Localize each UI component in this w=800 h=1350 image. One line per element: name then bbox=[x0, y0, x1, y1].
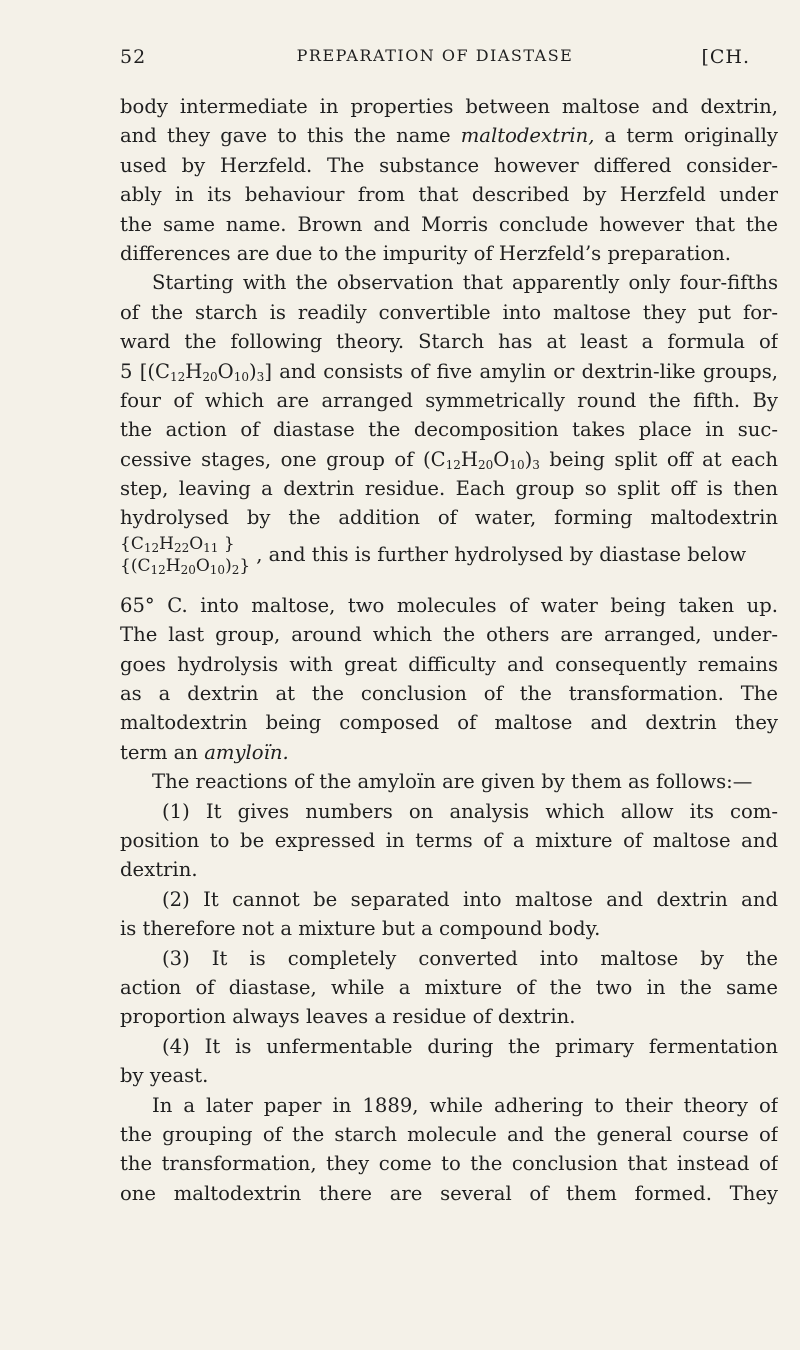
list-item-2: (2) It cannot be separated into maltose and dextrin and bbox=[162, 887, 778, 911]
text-line: ably in its behaviour from that described by Herzfeld under bbox=[120, 183, 778, 207]
text-line: ward the following theory. Starch has at least a formula of bbox=[120, 330, 778, 354]
text-line: Starting with the observation that apparently only four-fifths bbox=[152, 271, 778, 295]
body-text bbox=[120, 92, 778, 1208]
text-line: used by Herzfeld. The substance however differed consider- bbox=[120, 153, 778, 177]
text-line: maltodextrin being composed of maltose and dextrin they bbox=[120, 711, 778, 735]
text-line: and they gave to this the name maltodextrin, a term originally bbox=[120, 124, 778, 148]
text-line: the action of diastase the decomposition takes place in suc- bbox=[120, 418, 778, 442]
running-head bbox=[120, 46, 750, 76]
text-line: position to be expressed in terms of a mixture of maltose and bbox=[120, 828, 778, 852]
text-line: 5 $[(C_{12}H_{20}O_{10})_3]$ and consists of five amylin or dextrin-like groups, bbox=[120, 359, 778, 384]
text-line: goes hydrolysis with great difficulty and consequently remains bbox=[120, 652, 778, 676]
text-line: dextrin. bbox=[120, 858, 198, 882]
text-line: by yeast. bbox=[120, 1064, 209, 1088]
text-line: body intermediate in properties between maltose and dextrin, bbox=[120, 95, 778, 118]
text-line: The last group, around which the others are arranged, under- bbox=[120, 623, 778, 647]
text-line: four of which are arranged symmetrically round the fifth. By bbox=[120, 388, 778, 412]
list-item-3: (3) It is completely converted into maltose by the bbox=[162, 946, 778, 970]
text-line: cessive stages, one group of $(C_{12}H_{20}O_{10})_3$ being split off at each bbox=[120, 447, 778, 472]
term-maltodextrin: maltodextrin, bbox=[460, 124, 595, 148]
text-line: the transformation, they come to the conclusion that instead of bbox=[120, 1152, 778, 1176]
list-item-1: (1) It gives numbers on analysis which allow its com- bbox=[162, 799, 778, 823]
text-line: is therefore not a mixture but a compound body. bbox=[120, 917, 601, 941]
running-title: PREPARATION OF DIASTASE bbox=[296, 46, 574, 65]
text-line: differences are due to the impurity of Herzfeld’s preparation. bbox=[120, 241, 732, 265]
term-amyloin: amyloïn. bbox=[204, 740, 289, 764]
list-item-4: (4) It is unfermentable during the primary fermentation bbox=[162, 1034, 778, 1058]
formula-text: , and this is further hydrolysed by diastase below bbox=[256, 543, 747, 567]
page-number: 52 bbox=[120, 46, 147, 68]
text-line: In a later paper in 1889, while adhering to their theory of bbox=[152, 1093, 778, 1117]
text-line: hydrolysed by the addition of water, forming maltodextrin bbox=[120, 506, 778, 530]
chapter-marker: [CH. bbox=[701, 46, 750, 68]
text-line: the same name. Brown and Morris conclude however that the bbox=[120, 212, 778, 236]
text-line: the grouping of the starch molecule and the general course of bbox=[120, 1122, 778, 1146]
text-line: action of diastase, while a mixture of the two in the same bbox=[120, 975, 778, 999]
formula-brace: {$C_{12}H_{22}O_{11}$ } $\{(C_{12}H_{20}O_{10})_2\}$ bbox=[120, 533, 251, 577]
text-line: as a dextrin at the conclusion of the transformation. The bbox=[120, 682, 778, 706]
text-line: 65° C. into maltose, two molecules of water being taken up. bbox=[120, 593, 778, 617]
text-line: one maltodextrin there are several of them formed. They bbox=[120, 1181, 778, 1205]
text-line: of the starch is readily convertible into maltose they put for- bbox=[120, 300, 778, 324]
maltodextrin-formula bbox=[120, 533, 778, 591]
text-line: step, leaving a dextrin residue. Each group so split off is then bbox=[120, 477, 778, 501]
text-line: The reactions of the amyloïn are given by them as follows:— bbox=[152, 770, 753, 794]
text-line: term an amyloïn. bbox=[120, 740, 289, 764]
text-line: proportion always leaves a residue of dextrin. bbox=[120, 1005, 576, 1029]
